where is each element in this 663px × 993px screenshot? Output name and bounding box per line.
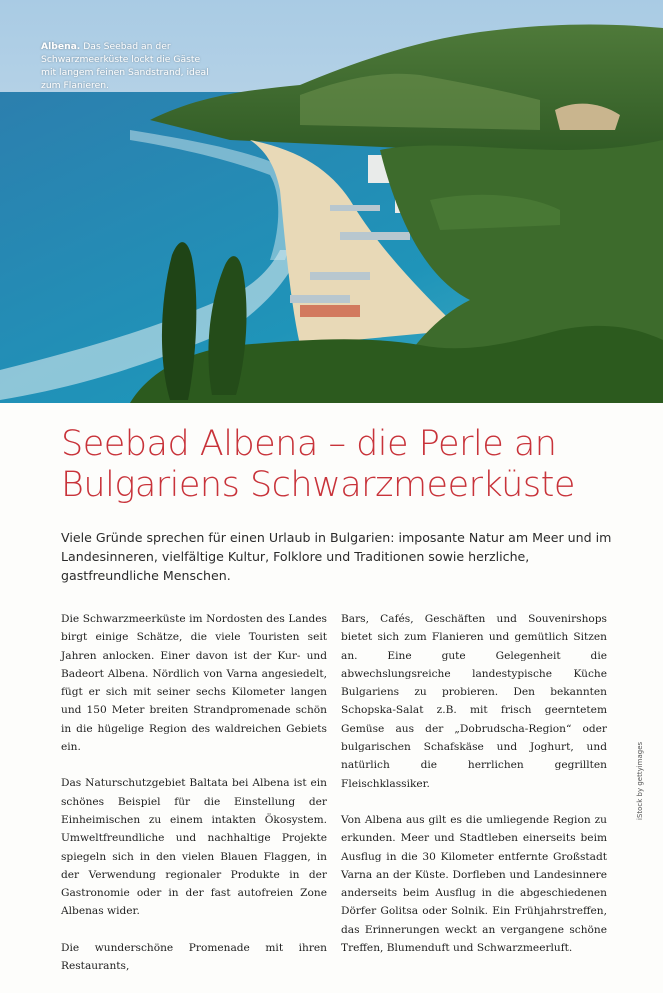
photo-caption <box>41 40 216 92</box>
title-line-1: Seebad Albena – die Perle an <box>61 424 557 464</box>
paragraph: Die Schwarzmeerküste im Nordosten des Landes birgt einige Schätze, die viele Touristen seit Jahren anlocken. Einer davon ist der Kur- und Badeort Albena. Nördlich von Varna angesiedelt, fügt er sich mit seiner sechs Kilometer langen und 150 Meter breiten Strandpromenade schön in die hügelige Region des waldreichen Gebiets ein. <box>61 613 327 754</box>
paragraph: Die wunderschöne Promenade mit ihren Restaurants, <box>61 941 327 973</box>
paragraph: Bars, Cafés, Geschäften und Souvenirshops bietet sich zum Flanieren und gemütlich Sitzen an. Eine gute Gelegenheit die abwechslungsreiche landestypische Küche Bulgariens zu probieren. Den bekannten Schopska-Salat z.B. mit frisch geerntetem Gemüse aus der „Dobrudscha-Region“ oder bulgarischen Schafskäse und Joghurt, und natürlich die herrlichen gegrillten Fleischklassiker. <box>341 613 607 790</box>
paragraph: Von Albena aus gilt es die umliegende Region zu erkunden. Meer und Stadtleben einerseits beim Ausflug in die 30 Kilometer entfernte Großstadt Varna an der Küste. Dorfleben und Landesinnere anderseits beim Ausflug in die abgeschiedenen Dörfer Golitsa oder Solnik. Ein Frühjahrstreffen, das Erinnerungen weckt an vergangene schöne Treffen, Blumenduft und Schwarzmeerluft. <box>341 813 607 955</box>
lead-paragraph: Viele Gründe sprechen für einen Urlaub in Bulgarien: imposante Natur am Meer und im Landesinneren, vielfältige Kultur, Folklore und Traditionen sowie herzliche, gastfreundliche Menschen. <box>61 530 612 583</box>
caption-text: Das Seebad an der Schwarzmeerküste lockt die Gäste mit langem feinen Sandstrand, ideal zum Flanieren. <box>41 41 209 91</box>
title-line-2: Bulgariens Schwarzmeerküste <box>61 465 575 505</box>
caption-bold: Albena. <box>41 41 81 52</box>
text-column-right <box>341 610 607 975</box>
page-title <box>61 424 641 506</box>
photo-credit: iStock by gettyimages <box>636 741 644 820</box>
paragraph: Das Naturschutzgebiet Baltata bei Albena ist ein schönes Beispiel für die Einstellung der Einheimischen zu einem intakten Ökosystem. Umweltfreundliche und nachhaltige Projekte spiegeln sich in den vielen Blauen Flaggen, in der Verwendung regionaler Produkte in der Gastronomie oder in der fast autofreien Zone Albenas wider. <box>61 777 327 918</box>
